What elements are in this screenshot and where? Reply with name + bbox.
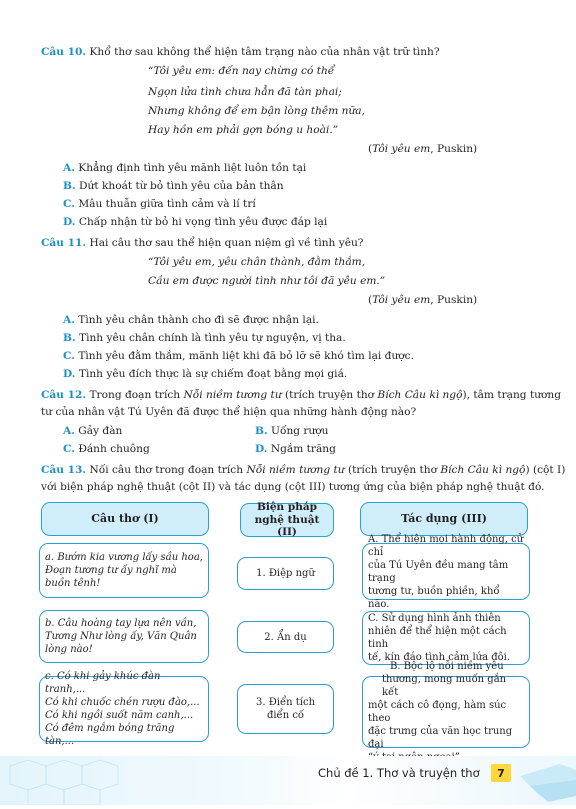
header-column-3: Tác dụng (III) (360, 502, 528, 536)
question-13: Câu 13. Nối câu thơ trong đoạn trích Nỗi niềm tương tư (trích truyện thơ Bích Câu kì ngộ) (cột I) (41, 464, 566, 476)
question-12-label: Câu 12. (41, 389, 87, 401)
poem-line: “Tôi yêu em: đến nay chừng có thể (148, 65, 335, 77)
question-12: Câu 12. Trong đoạn trích Nỗi niềm tương tư (trích truyện thơ Bích Câu kì ngộ), tâm trạng tương (41, 389, 562, 401)
question-11-label: Câu 11. (41, 237, 87, 249)
chapter-title: Chủ đề 1. Thơ và truyện thơ (318, 766, 480, 780)
option-b[interactable]: B. Dứt khoát từ bỏ tình yêu của bản thân (63, 180, 284, 192)
question-10-label: Câu 10. (41, 46, 87, 58)
poem-line: Cầu em được người tình như tôi đã yêu em.” (148, 275, 386, 287)
question-13-text-line2: với biện pháp nghệ thuật (cột II) và tác dụng (cột III) tương ứng của biện pháp nghệ thuật đó. (41, 481, 545, 493)
option-d[interactable]: D. Tình yêu đích thực là sự chiếm đoạt bằng mọi giá. (63, 368, 348, 380)
header-column-2: Biện pháp nghệ thuật (II) (240, 503, 334, 537)
question-11 (41, 237, 363, 250)
poem-source: (Tôi yêu em, Puskin) (368, 294, 478, 306)
column-3-item-a[interactable]: A. Thể hiện mọi hành động, cử chỉ của Tú Uyên đều mang tâm trạng tương tư, buồn phiền, khổ não. (362, 543, 530, 600)
option-c[interactable]: C. Tình yêu đằm thắm, mãnh liệt khi đã bỏ lỡ sẽ khó tìm lại được. (63, 350, 414, 362)
option-c[interactable]: C. Đánh chuông (63, 443, 150, 455)
column-3-item-c[interactable]: C. Sử dụng hình ảnh thiên nhiên để thể hiện một cách tinh tế, kín đáo tình cảm lứa đôi. (362, 611, 530, 665)
page-number: 7 (491, 764, 511, 782)
footer-decoration (0, 756, 576, 805)
option-b[interactable]: B. Uống rượu (255, 425, 329, 437)
column-1-item-b[interactable]: b. Câu hoàng tay lựa nên vần, Tương Như lòng ấy, Văn Quân lòng nào! (39, 610, 209, 663)
option-a[interactable]: A. Khẳng định tình yêu mãnh liệt luôn tồn tại (63, 162, 307, 174)
column-2-item-1[interactable]: 1. Điệp ngữ (237, 557, 334, 590)
question-10-text: Khổ thơ sau không thể hiện tâm trạng nào của nhân vật trữ tình? (86, 46, 440, 58)
question-11-text: Hai câu thơ sau thể hiện quan niệm gì về tình yêu? (86, 237, 364, 249)
column-1-item-c[interactable]: c. Có khi gảy khúc đàn tranh,... Có khi chuốc chén rượu đào,... Có khi ngồi suốt năm canh,... Có đêm ngắm bóng trăng tàn,... (39, 676, 209, 742)
poem-source-author: , Puskin) (430, 294, 478, 306)
option-a[interactable]: A. Tình yêu chân thành cho đi sẽ được nhận lại. (63, 314, 319, 326)
column-3-item-b[interactable]: B. Bộc lộ nỗi niềm yêu thương, mong muốn gắn kết một cách cô đọng, hàm súc theo đặc trưng của văn học trung đại (362, 676, 530, 748)
poem-line: “Tôi yêu em, yêu chân thành, đằm thắm, (148, 256, 366, 268)
header-column-1: Câu thơ (I) (41, 502, 209, 536)
option-a[interactable]: A. Gảy đàn (63, 425, 123, 437)
option-c[interactable]: C. Mâu thuẫn giữa tình cảm và lí trí (63, 198, 256, 210)
option-d[interactable]: D. Ngắm trăng (255, 443, 336, 455)
column-2-item-2[interactable]: 2. Ẩn dụ (237, 621, 334, 653)
option-d[interactable]: D. Chấp nhận từ bỏ hi vọng tình yêu được đáp lại (63, 216, 328, 228)
poem-source-author: , Puskin) (430, 143, 478, 155)
poem-source-title: Tôi yêu em (372, 294, 431, 306)
poem-line: Hay hồn em phải gợn bóng u hoài.” (148, 124, 339, 136)
question-10 (41, 46, 440, 59)
option-b[interactable]: B. Tình yêu chân chính là tình yêu tự nguyện, vị tha. (63, 332, 346, 344)
question-12-text-line2: tư của nhân vật Tú Uyên đã được thể hiện qua những hành động nào? (41, 406, 417, 418)
poem-line: Nhưng không để em bận lòng thêm nữa, (148, 105, 365, 117)
question-13-label: Câu 13. (41, 464, 87, 476)
poem-source: (Tôi yêu em, Puskin) (368, 143, 478, 155)
column-2-item-3[interactable]: 3. Điển tích điển cố (237, 684, 334, 734)
column-1-item-a[interactable]: a. Bướm kia vương lấy sầu hoa, Đoạn tương tư ấy nghĩ mà buồn tênh! (39, 543, 209, 598)
footer-band (0, 756, 576, 805)
poem-line: Ngọn lửa tình chưa hẳn đã tàn phai; (148, 86, 342, 98)
poem-source-title: Tôi yêu em (372, 143, 431, 155)
